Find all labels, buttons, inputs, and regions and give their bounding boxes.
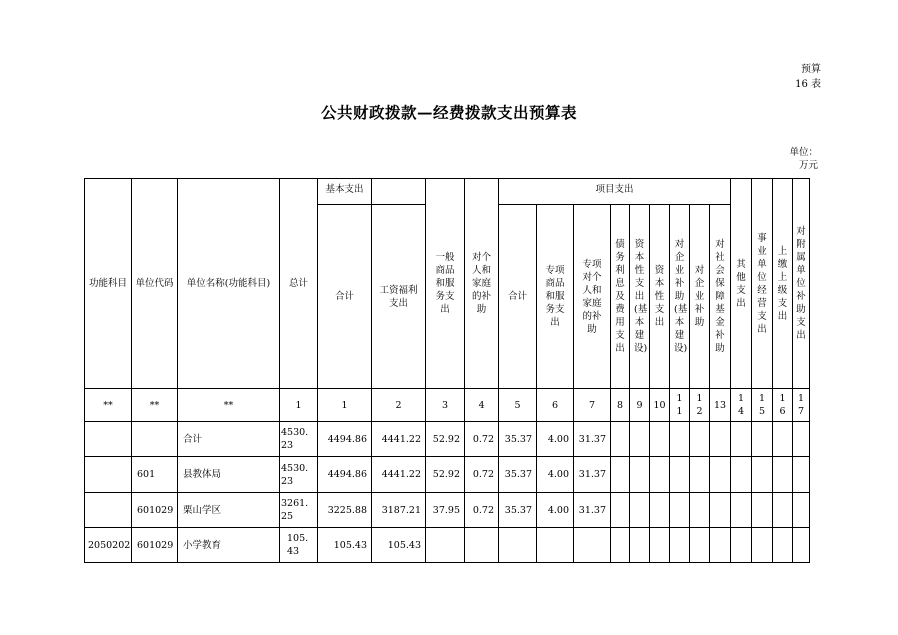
header-total: 总计	[280, 179, 318, 389]
index-cell: 17	[793, 389, 810, 422]
cell-basic: 4494.86	[318, 422, 372, 457]
cell-func	[85, 457, 132, 493]
table-row	[85, 422, 810, 457]
header-personal: 对个人和家庭的补助	[465, 179, 499, 389]
cell-goods: 52.92	[426, 457, 465, 493]
header-capital-base: 资本性支出(基本建设)	[630, 205, 650, 389]
cell-goods: 52.92	[426, 422, 465, 457]
corner-line-2: 16 表	[795, 79, 821, 90]
cell-salary: 105.43	[372, 528, 426, 563]
corner-line-1: 预算	[801, 64, 821, 75]
index-cell: 5	[499, 389, 537, 422]
cell-personal: 0.72	[465, 493, 499, 528]
cell-proj-goods	[537, 528, 574, 563]
cell-personal: 0.72	[465, 457, 499, 493]
cell-proj: 35.37	[499, 493, 537, 528]
cell-basic: 4494.86	[318, 457, 372, 493]
header-proj-personal: 专项对个人和家庭的补助	[574, 205, 611, 389]
header-proj-goods: 专项商品和服务支出	[537, 205, 574, 389]
index-cell: 14	[731, 389, 752, 422]
cell-code	[132, 422, 178, 457]
index-cell: **	[85, 389, 132, 422]
cell-code: 601029	[132, 528, 178, 563]
cell-personal: 0.72	[465, 422, 499, 457]
header-unit-code: 单位代码	[132, 179, 178, 389]
index-cell: 16	[773, 389, 793, 422]
corner-note	[795, 62, 821, 92]
cell-proj: 35.37	[499, 457, 537, 493]
cell-total: 4530.23	[280, 457, 318, 493]
index-cell: 7	[574, 389, 611, 422]
cell-proj-personal	[574, 528, 611, 563]
index-cell: 6	[537, 389, 574, 422]
cell-proj	[499, 528, 537, 563]
cell-name: 县教体局	[178, 457, 280, 493]
header-affiliated: 对附属单位补助支出	[793, 179, 810, 389]
cell-basic: 3225.88	[318, 493, 372, 528]
table-row	[85, 528, 810, 563]
header-basic-blank	[372, 179, 426, 205]
cell-total: 105.43	[280, 528, 318, 563]
header-basic-group: 基本支出	[318, 179, 372, 205]
header-ent-subsidy-base: 对企业补助(基本建设)	[670, 205, 690, 389]
header-basic-sum: 合计	[318, 205, 372, 389]
header-social: 对社会保障基金补助	[710, 205, 731, 389]
cell-proj: 35.37	[499, 422, 537, 457]
cell-proj-goods: 4.00	[537, 422, 574, 457]
unit-note	[789, 146, 818, 172]
header-goods: 一般商品和服务支出	[426, 179, 465, 389]
index-row	[85, 389, 810, 422]
header-salary: 工资福利支出	[372, 205, 426, 389]
index-cell: 1	[318, 389, 372, 422]
index-cell: 9	[630, 389, 650, 422]
cell-salary: 4441.22	[372, 457, 426, 493]
table-row	[85, 457, 810, 493]
header-debt: 债务利息及费用支出	[611, 205, 630, 389]
cell-goods	[426, 528, 465, 563]
cell-proj-goods: 4.00	[537, 493, 574, 528]
cell-code: 601	[132, 457, 178, 493]
page-title: 公共财政拨款—经费拨款支出预算表	[320, 103, 577, 122]
index-cell: 11	[670, 389, 690, 422]
header-proj-sum: 合计	[499, 205, 537, 389]
header-capital: 资本性支出	[650, 205, 670, 389]
header-project-group: 项目支出	[499, 179, 731, 205]
cell-goods: 37.95	[426, 493, 465, 528]
index-cell: 12	[690, 389, 710, 422]
cell-proj-personal: 31.37	[574, 457, 611, 493]
index-cell: 3	[426, 389, 465, 422]
cell-name: 小学教育	[178, 528, 280, 563]
cell-personal	[465, 528, 499, 563]
index-cell: 8	[611, 389, 630, 422]
cell-total: 4530.23	[280, 422, 318, 457]
cell-func	[85, 493, 132, 528]
cell-total: 3261.25	[280, 493, 318, 528]
header-unit-name: 单位名称(功能科目)	[178, 179, 280, 389]
index-cell: 1	[280, 389, 318, 422]
index-cell: 15	[752, 389, 773, 422]
header-func-code: 功能科目	[85, 179, 132, 389]
cell-name: 合计	[178, 422, 280, 457]
unit-line-1: 单位：	[789, 147, 818, 158]
cell-salary: 3187.21	[372, 493, 426, 528]
cell-name: 栗山学区	[178, 493, 280, 528]
index-cell: 4	[465, 389, 499, 422]
index-cell: 2	[372, 389, 426, 422]
cell-proj-goods: 4.00	[537, 457, 574, 493]
cell-basic: 105.43	[318, 528, 372, 563]
cell-proj-personal: 31.37	[574, 493, 611, 528]
budget-table	[84, 178, 810, 563]
index-cell: 13	[710, 389, 731, 422]
index-cell: **	[178, 389, 280, 422]
header-biz-unit: 事业单位经营支出	[752, 179, 773, 389]
cell-proj-personal: 31.37	[574, 422, 611, 457]
cell-salary: 4441.22	[372, 422, 426, 457]
table-row	[85, 493, 810, 528]
cell-code: 601029	[132, 493, 178, 528]
cell-func: 2050202	[85, 528, 132, 563]
header-ent-subsidy: 对企业补助	[690, 205, 710, 389]
index-cell: 10	[650, 389, 670, 422]
header-upper: 上缴上级支出	[773, 179, 793, 389]
cell-func	[85, 422, 132, 457]
index-cell: **	[132, 389, 178, 422]
unit-line-2: 万元	[798, 160, 818, 171]
header-other: 其他支出	[731, 179, 752, 389]
